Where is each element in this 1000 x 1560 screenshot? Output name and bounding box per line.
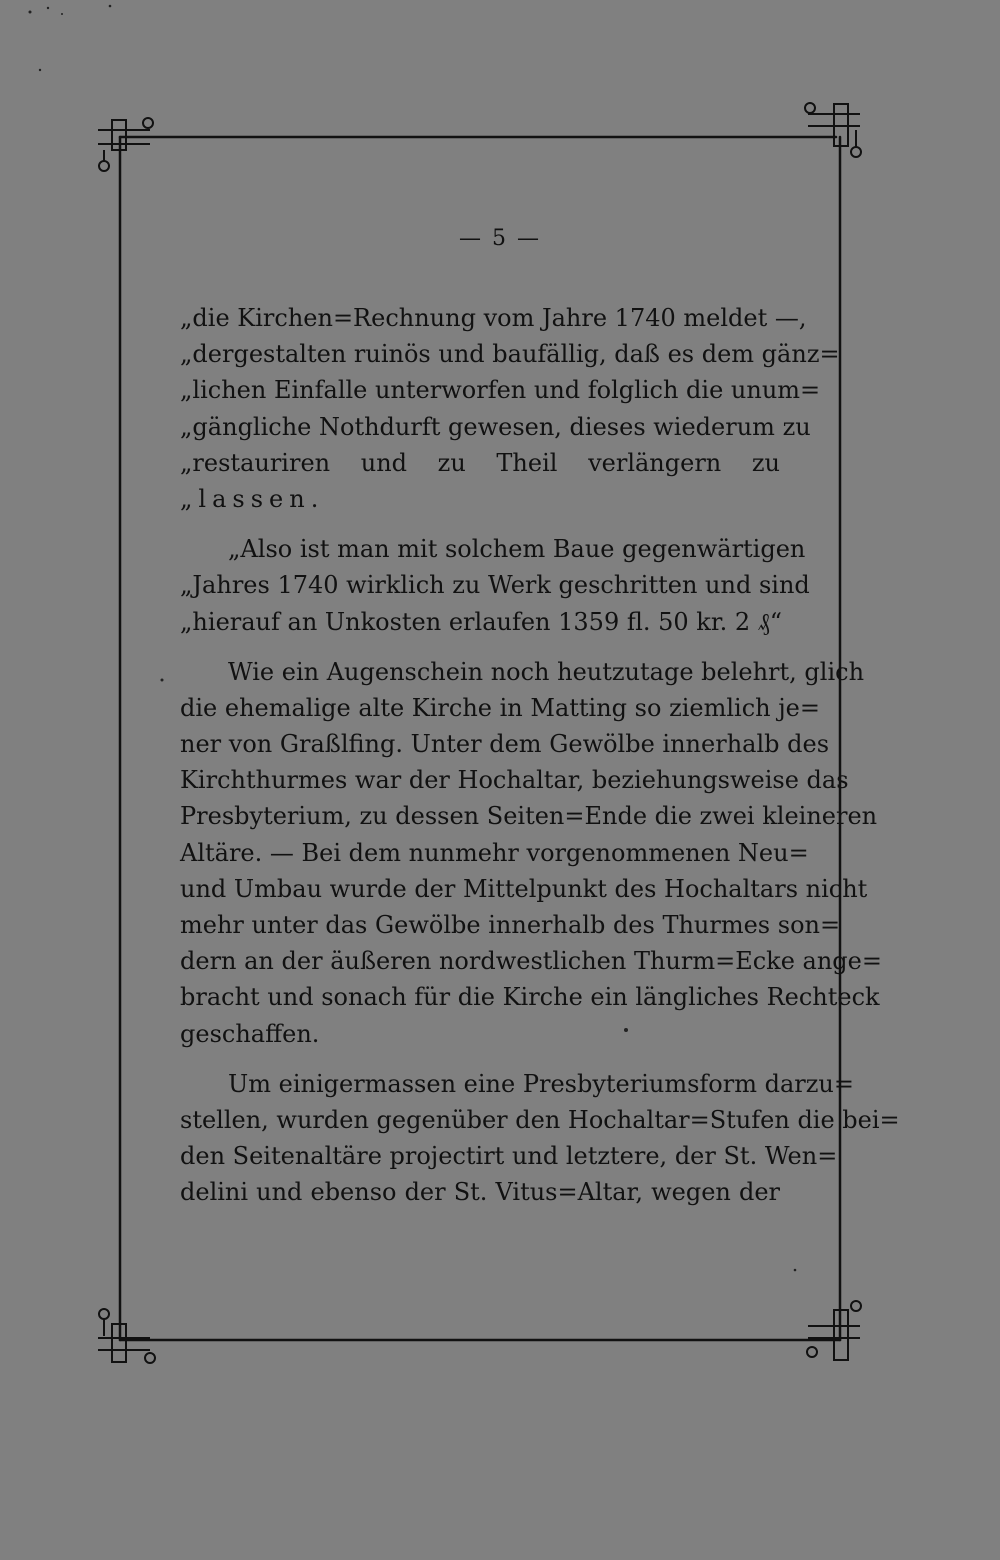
text-line: „hierauf an Unkosten erlaufen 1359 fl. 50 kr. 2 ₰“ <box>180 607 783 636</box>
text-line: Kirchthurmes war der Hochaltar, beziehungsweise das <box>180 766 849 795</box>
text-line: „gängliche Nothdurft gewesen, dieses wiederum zu <box>180 412 811 441</box>
paragraph-presbyterium <box>180 1066 900 1211</box>
text-line: Altäre. — Bei dem nunmehr vorgenommenen Neu= <box>180 838 809 867</box>
text-line: „Jahres 1740 wirklich zu Werk geschritten und sind <box>180 571 810 600</box>
paragraph-quote-2 <box>180 531 810 640</box>
text-line: „lichen Einfalle unterworfen und folglich die unum= <box>180 376 821 405</box>
text-line: Wie ein Augenschein noch heutzutage belehrt, glich <box>228 657 865 686</box>
text-line: „die Kirchen=Rechnung vom Jahre 1740 meldet —, <box>180 304 807 332</box>
text-line: dern an der äußeren nordwestlichen Thurm=Ecke ange= <box>180 947 882 976</box>
paragraph-description <box>180 654 882 1052</box>
text-line: „dergestalten ruinös und baufällig, daß es dem gänz= <box>180 340 840 369</box>
corner-scroll-ornament-icon <box>805 103 861 157</box>
page-number: — 5 — <box>459 226 541 251</box>
text-line: die ehemalige alte Kirche in Matting so ziemlich je= <box>180 693 820 722</box>
text-line: den Seitenaltäre projectirt und letztere, der St. Wen= <box>180 1142 838 1171</box>
body-text <box>180 300 900 1225</box>
text-line: ner von Graßlfing. Unter dem Gewölbe innerhalb des <box>180 730 830 759</box>
paragraph-quote-1 <box>180 300 840 517</box>
text-line: delini und ebenso der St. Vitus=Altar, wegen der <box>180 1178 780 1207</box>
text-line: „Also ist man mit solchem Baue gegenwärtigen <box>228 535 806 564</box>
text-line: Presbyterium, zu dessen Seiten=Ende die zwei kleineren <box>180 802 878 831</box>
text-line: bracht und sonach für die Kirche ein längliches Rechteck <box>180 983 880 1012</box>
text-line: und Umbau wurde der Mittelpunkt des Hochaltars nicht <box>180 874 868 903</box>
text-line: mehr unter das Gewölbe innerhalb des Thurmes son= <box>180 911 841 939</box>
text-line: stellen, wurden gegenüber den Hochaltar=Stufen die bei= <box>180 1105 900 1134</box>
text-line: Um einigermassen eine Presbyteriumsform darzu= <box>228 1069 854 1098</box>
text-line: „lassen. <box>180 484 325 513</box>
corner-scroll-ornament-icon <box>98 118 153 171</box>
text-line: „restauriren und zu Theil verlängern zu <box>180 448 780 477</box>
corner-scroll-ornament-icon <box>807 1301 861 1360</box>
corner-scroll-ornament-icon <box>98 1309 155 1363</box>
text-line: geschaffen. <box>180 1019 320 1048</box>
